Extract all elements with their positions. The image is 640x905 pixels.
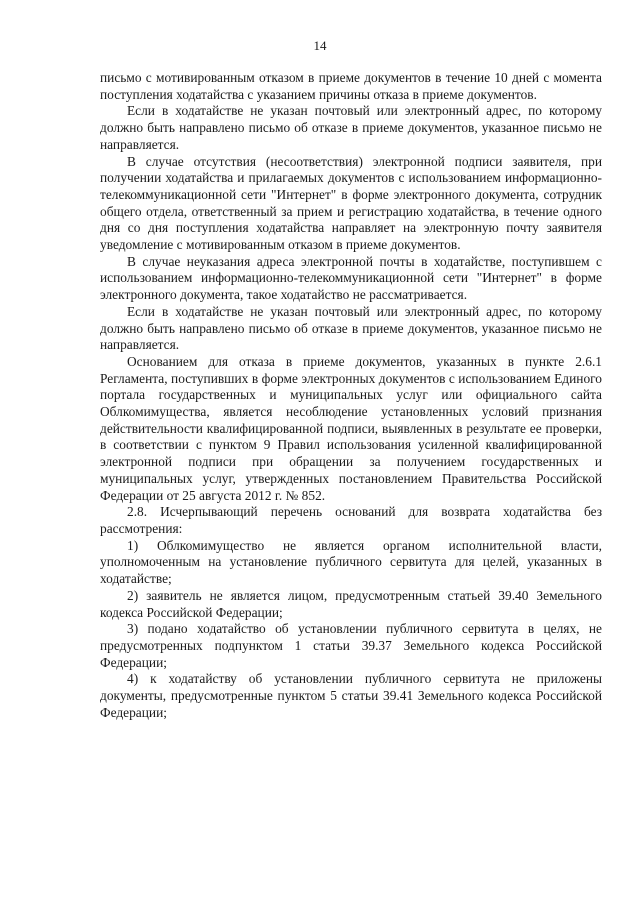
paragraph-rejection-letter-continuation: письмо с мотивированным отказом в приеме документов в течение 10 дней с момента поступления ходатайства с указанием причины отказа в приеме документов. — [100, 70, 602, 102]
list-item-3: 3) подано ходатайство об установлении публичного сервитута в целях, не предусмотренных подпунктом 1 статьи 39.37 Земельного кодекса Российской Федерации; — [100, 621, 602, 670]
paragraph-no-email: В случае неуказания адреса электронной почты в ходатайстве, поступившем с использованием информационно-телекоммуникационной сети "Интернет" в форме электронного документа, такое ходатайство не рассматривается. — [100, 253, 602, 303]
paragraph-rejection-grounds: Основанием для отказа в приеме документов, указанных в пункте 2.6.1 Регламента, поступивших в форме электронных документов с использованием Единого портала государственных и муниципальных услуг или официального сайта Облкомимущества, является несоблюдение установленных условий признания действительности квалифицированной подписи, выявленных в результате ее проверки, в соответствии с пунктом 9 Правил использования усиленной квалифицированной электронной подписи при обращении за получением государственных и муниципальных услуг, утвержденных постановлением Правительства Российской Федерации от 25 августа 2012 г. № 852. — [100, 353, 602, 503]
paragraph-missing-signature: В случае отсутствия (несоответствия) электронной подписи заявителя, при получении ходатайства и прилагаемых документов с использованием информационно-телекоммуникационной сети "Интернет" в форме электронного документа, сотрудник общего отдела, ответственный за прием и регистрацию ходатайства, в течение одного дня со дня поступления ходатайства направляет на электронную почту заявителя уведомление с мотивированным отказом в приеме документов. — [100, 153, 602, 253]
list-item-2: 2) заявитель не является лицом, предусмотренным статьей 39.40 Земельного кодекса Российской Федерации; — [100, 587, 602, 620]
list-item-1: 1) Облкомимущество не является органом исполнительной власти, уполномоченным на установление публичного сервитута для целей, указанных в ходатайстве; — [100, 537, 602, 587]
document-body — [100, 70, 602, 721]
page-number: 14 — [313, 38, 327, 53]
paragraph-no-address: Если в ходатайстве не указан почтовый или электронный адрес, по которому должно быть направлено письмо об отказе в приеме документов, указанное письмо не направляется. — [100, 103, 602, 152]
paragraph-no-address-repeat: Если в ходатайстве не указан почтовый или электронный адрес, по которому должно быть направлено письмо об отказе в приеме документов, указанное письмо не направляется. — [100, 303, 602, 353]
paragraph-section-2-8: 2.8. Исчерпывающий перечень оснований для возврата ходатайства без рассмотрения: — [100, 504, 602, 536]
list-item-4: 4) к ходатайству об установлении публичного сервитута не приложены документы, предусмотренные пунктом 5 статьи 39.41 Земельного кодекса Российской Федерации; — [100, 671, 602, 720]
